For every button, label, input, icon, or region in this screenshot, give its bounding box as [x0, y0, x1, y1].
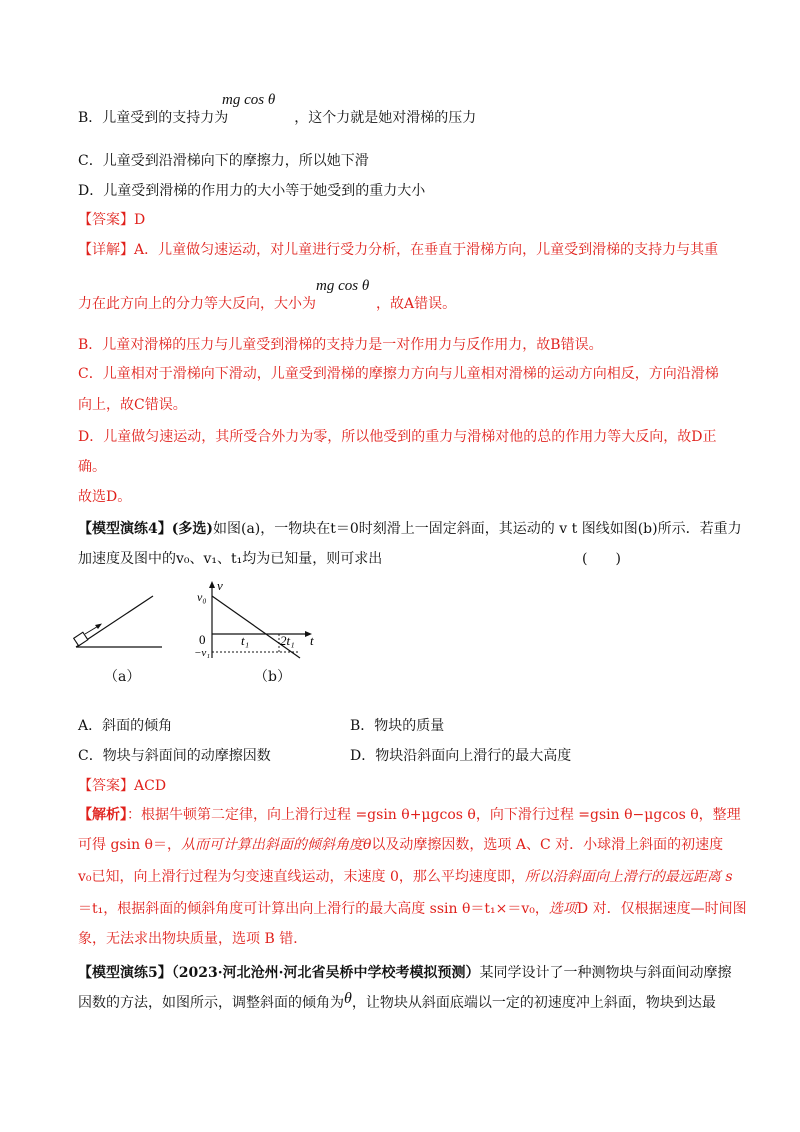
q4-multi: (多选): [171, 521, 213, 537]
v0-label: v₀: [197, 590, 207, 604]
q5-label: 【模型演练5】: [78, 965, 172, 981]
analysis-l2a: 可得 gsin θ＝，: [78, 837, 181, 853]
detail-a-line2-suffix: ，故A错误。: [376, 296, 457, 312]
analysis-l4c: D 对．仅根据速度—时间图: [576, 901, 747, 917]
q4-answer: 【答案】ACD: [78, 778, 167, 794]
q4-line2: 加速度及图中的v₀、v₁、t₁均为已知量，则可求出: [78, 551, 383, 567]
q4-option-d: D．物块沿斜面向上滑行的最大高度: [350, 748, 572, 764]
figure-a-incline: [70, 590, 170, 650]
detail-conclusion: 故选D。: [78, 489, 132, 505]
detail-label: 【详解】: [78, 242, 134, 258]
origin-label: 0: [199, 632, 206, 647]
analysis-label: 【解析】: [78, 807, 127, 823]
q5-text1: 某同学设计了一种测物块与斜面间动摩擦: [479, 965, 732, 981]
detail-c-line1: C．儿童相对于滑梯向下滑动，儿童受到滑梯的摩擦力方向与儿童相对滑梯的运动方向相反，方向沿滑梯: [78, 366, 719, 382]
analysis-l4b: 选项: [548, 901, 577, 917]
figure-a-caption: （a）: [104, 669, 141, 685]
q5-source: （2023·河北沧州·河北省吴桥中学校考模拟预测）: [171, 965, 480, 981]
detail-a-text: A．儿童做匀速运动，对儿童进行受力分析，在垂直于滑梯方向，儿童受到滑梯的支持力与其重: [134, 242, 719, 258]
q5-line2b: ，让物块从斜面底端以一定的初速度冲上斜面，物块到达最: [351, 995, 716, 1011]
q4-analysis-l1: [78, 805, 741, 825]
option-b-line: [78, 108, 476, 128]
option-b-suffix: ，这个力就是她对滑梯的压力: [294, 110, 477, 126]
detail-c-line2: 向上，故C错误。: [78, 397, 187, 413]
analysis-l2b: 从而可计算出斜面的倾斜角度θ: [180, 837, 372, 853]
v-axis-label: v: [217, 578, 223, 593]
q4-label: 【模型演练4】: [78, 521, 172, 537]
t2-label: 2t₁: [280, 633, 295, 648]
q5-line2: [78, 990, 716, 1013]
detail-a-line1: [78, 240, 718, 260]
figure-b-caption: （b）: [254, 669, 291, 685]
vt-line: [212, 596, 300, 658]
option-b-formula: mg cos θ: [222, 92, 276, 108]
q4-line1: [78, 519, 742, 539]
q4-option-c: C．物块与斜面间的动摩擦因数: [78, 748, 271, 764]
detail-d-line2: 确。: [78, 459, 106, 475]
option-d-line: D．儿童受到滑梯的作用力的大小等于她受到的重力大小: [78, 183, 426, 199]
answer-label: 【答案】D: [78, 212, 146, 228]
q5-theta: θ: [344, 990, 352, 1007]
detail-d-line1: D．儿童做匀速运动，其所受合外力为零，所以他受到的重力与滑梯对他的总的作用力等大反向，故D正: [78, 429, 717, 445]
neg-v1-label: −v₁: [194, 647, 211, 659]
detail-a-formula: mg cos θ: [316, 278, 370, 294]
q4-analysis-l3: [78, 867, 733, 887]
option-c-line: C．儿童受到沿滑梯向下的摩擦力，所以她下滑: [78, 153, 369, 169]
analysis-l4a: ＝t₁，根据斜面的倾斜角度可计算出向上滑行的最大高度 ssin θ＝t₁×＝v₀，: [78, 901, 549, 917]
analysis-l2c: 以及动摩擦因数，选项 A、C 对．小球滑上斜面的初速度: [371, 837, 724, 853]
v-axis-arrow: [209, 581, 215, 588]
analysis-l1-text: ：根据牛顿第二定律，向上滑行过程 =gsin θ+μgcos θ，向下滑行过程 =gsin θ−μgcos θ，整理: [127, 807, 741, 823]
t1-label: t₁: [241, 633, 250, 648]
q4-analysis-l4: [78, 899, 747, 919]
q4-text1: 如图(a)，一物块在t＝0时刻滑上一固定斜面，其运动的 v t 图线如图(b)所示．若重力: [213, 521, 742, 537]
detail-b-line: B．儿童对滑梯的压力与儿童受到滑梯的支持力是一对作用力与反作用力，故B错误。: [78, 337, 603, 353]
analysis-l3b: 所以沿斜面向上滑行的最远距离 s: [524, 869, 733, 885]
q5-line1: [78, 963, 731, 983]
detail-a-line2: [78, 294, 456, 314]
q4-option-b: B．物块的质量: [350, 718, 445, 734]
t-axis-label: t: [310, 633, 314, 648]
q4-analysis-l5: 象，无法求出物块质量，选项 B 错．: [78, 931, 308, 947]
q5-line2a: 因数的方法，如图所示，调整斜面的倾角为: [78, 995, 344, 1011]
q4-option-a: A．斜面的倾角: [78, 718, 173, 734]
analysis-l3a: v₀已知，向上滑行过程为匀变速直线运动，末速度 0，那么平均速度即，: [78, 869, 525, 885]
figure-b-vt-graph: [188, 576, 328, 660]
q4-bracket: ( ): [582, 551, 621, 567]
q4-analysis-l2: [78, 835, 723, 855]
option-b-prefix: B．儿童受到的支持力为: [78, 110, 229, 126]
detail-a-line2-prefix: 力在此方向上的分力等大反向，大小为: [78, 296, 316, 312]
